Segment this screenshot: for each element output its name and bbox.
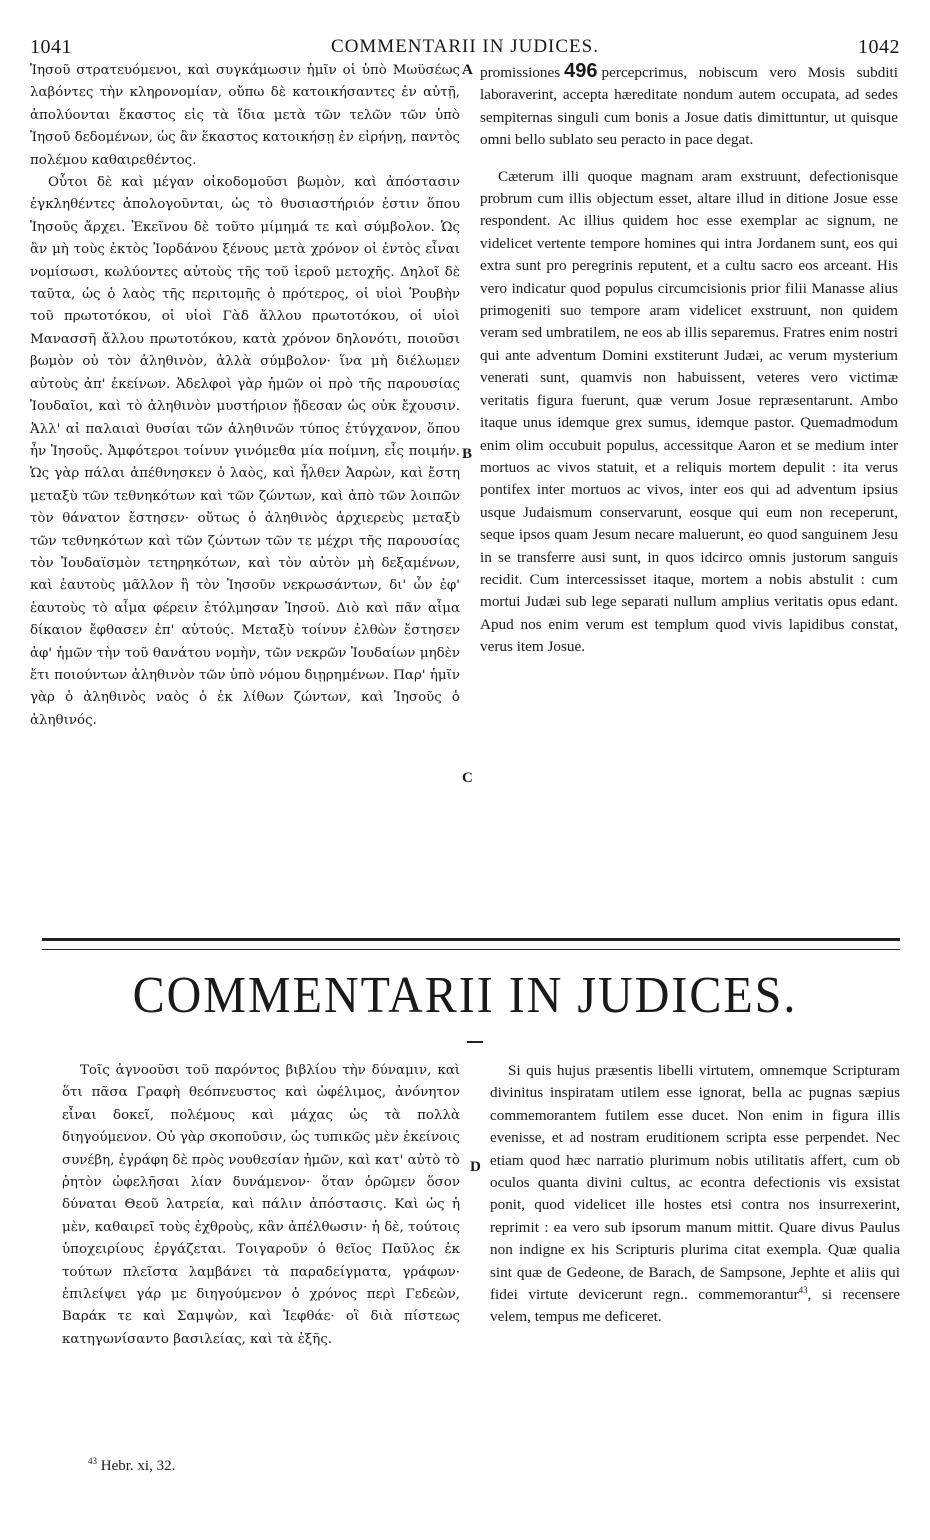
running-title: COMMENTARII IN JUDICES. xyxy=(331,36,599,57)
latin-text: Si quis hujus præsentis libelli virtutem, omnemque Scripturam divinitus inspiratam utilem esse ignorat, bella ac pugnas sæpius commemorantem futilem esse ducet. Non enim in figura illis evenisse, et ad nostram eruditionem scripta esse perpendet. Nec etiam quod hæc narratio plurimum nobis utilitatis affert, cum ob oculos quanta divini cultus, ac econtra defectionis vis exsistat ponit, quod videlicet ille hostes etsi contra nos insurrexerint, reprimit : ea vero sub ipsorum manum mittit. Quare divus Paulus non indigne ex his Scripturis plurima citat exempla. Quæ qualia sint quæ de Gedeone, de Barach, de Sampsone, Jephte et aliis qui fidei virtute devicerunt regn.. commemorantur xyxy=(490,1062,900,1304)
greek-column-top xyxy=(30,60,460,732)
footnote-number: 43 xyxy=(88,1456,97,1466)
greek-paragraph: Τοῖς ἀγνοοῦσι τοῦ παρόντος βιβλίου τὴν δύναμιν, καὶ ὅτι πᾶσα Γραφὴ θεόπνευστος καὶ ὠφέλιμος, ἀνόνητον εἶναι δοκεῖ, πολέμους καὶ μάχας ὡς τὰ πολλὰ διηγούμενον. Οὐ γὰρ σκοποῦσιν, ὡς τυπικῶς μὲν ἐκείνοις συνέβη, ἐγράφη δὲ πρὸς νουθεσίαν ἡμῶν, καὶ κατ' αὐτὸ τὸ ῥητὸν ὠφελῆσαι λίαν δυνάμενον· ὅταν ὁρῶμεν ὅσον δύναται Θεοῦ λατρεία, καὶ πάλιν ἀπόστασις. Καὶ ὡς ἡ μὲν, καθαιρεῖ τοὺς ἐχθροὺς, κἂν ἀπέλθωσιν· ἡ δὲ, τούτοις ὑποχειρίους ἐργάζεται. Τοιγαροῦν ὁ θεῖος Παῦλος ἐκ τούτων πλεῖστα λαμβάνει τὰ παραδείγματα, γράφων· ἐπιλείψει γάρ με διηγούμενον ὁ χρόνος περὶ Γεδεὼν, Βαράκ τε καὶ Σαμψὼν, καὶ Ἰεφθάε· οἳ διὰ πίστεως κατηγωνίσαντο βασιλείας, καὶ τὰ ἑξῆς. xyxy=(62,1063,460,1347)
latin-text: , si recensere velem, tempus me deficeret. xyxy=(490,1286,900,1326)
title-rule xyxy=(467,1041,483,1043)
folio-number: 496 xyxy=(564,60,598,82)
latin-paragraph xyxy=(490,1060,900,1329)
latin-column-bottom xyxy=(490,1060,900,1329)
footnote-text: Hebr. xi, 32. xyxy=(97,1458,176,1474)
section-divider xyxy=(42,938,900,950)
margin-marker-c: C xyxy=(462,770,473,786)
margin-marker-d: D xyxy=(470,1159,481,1175)
latin-paragraph xyxy=(480,60,898,152)
margin-marker-a: A xyxy=(462,62,473,78)
latin-text: percepcrimus, nobiscum vero Mosis subditi laboraverint, accepta hæreditate nondum autem occupata, ad sedes sempiternas singuli cum bonis a Josue datis dimittuntur, ut quisque omni bello sublato seu peracto in pace degat. xyxy=(480,64,898,149)
greek-paragraph: Ἰησοῦ στρατευόμενοι, καὶ συγκάμωσιν ἡμῖν οἱ ὑπὸ Μωϋσέως λαβόντες τὴν κληρονομίαν, οὔπω δὲ κατοικήσαντες ἐν αὐτῇ, ἀπολύονται ἕκαστος εἰς τὰ ἴδια μετὰ τῶν τελῶν τῶν ὑπὸ Ἰησοῦ δεδομένων, ὡς ἂν ἕκαστος κατοικήσῃ ἐν εἰρήνῃ, παντὸς πολέμου καθαιρεθέντος. xyxy=(30,63,460,168)
latin-text: promissiones xyxy=(480,64,561,81)
margin-marker-b: B xyxy=(462,446,473,462)
latin-column-top xyxy=(480,60,898,659)
greek-column-bottom xyxy=(62,1060,460,1351)
section-title: COMMENTARII IN JUDICES. xyxy=(132,966,798,1025)
running-head xyxy=(30,36,900,62)
right-column-number: 1042 xyxy=(858,36,900,58)
greek-paragraph: Οὗτοι δὲ καὶ μέγαν οἰκοδομοῦσι βωμὸν, καὶ ἀπόστασιν ἐγκληθέντες ἀπολογοῦνται, ὡς τὸ θυσιαστήριόν ἐστιν ὅπου Ἰησοῦς ἄρχει. Ἐκεῖνου δὲ τοῦτο μίμημά τε καὶ σύμβολον. Ὡς ἂν μὴ τοὺς ἐκτὸς Ἰορδάνου ξένους μετὰ χρόνον οἱ ἐντὸς εἶναι νομίσωσι, κωλύοντες αὐτοὺς τῆς τοῦ ἱεροῦ μετοχῆς. Δηλοῖ δὲ ταῦτα, ὡς ὁ λαὸς τῆς περιτομῆς ὁ πρότερος, οἱ υἱοὶ Ῥουβὴν τοῦ πρωτοτόκου, οἱ υἱοὶ Γὰδ ἄλλου πρωτοτόκου, οἱ υἱοὶ Μανασσῆ ἄλλου πρωτοτόκου, κατὰ χρόνον δηλονότι, ποιοῦσι βωμὸν οὐ τὸν ἀληθινὸν, ἀλλὰ σύμβολον· ἵνα μὴ διέλωμεν αὐτοὺς ἀπ' ἐκείνων. Ἀδελφοὶ γὰρ ἡμῶν οἱ πρὸ τῆς παρουσίας Ἰουδαῖοι, καὶ τὸ ἀληθινὸν μυστήριον ᾔδεσαν ὡς οὐκ ἔχουσιν. Ἀλλ' αἱ παλαιαὶ θυσίαι τῶν ἀληθινῶν τύπος ἐτύγχανον, ὅπου ἦν Ἰησοῦς. Ἀμφότεροι τοίνυν γινόμεθα μία ποίμνη, εἷς ποιμήν. Ὡς γὰρ πάλαι ἀπέθνησκεν ὁ λαὸς, καὶ ἦλθεν Ἀαρὼν, καὶ ἔστη μεταξὺ τῶν τεθνηκότων καὶ τῶν ζώντων, καὶ ἀπὸ τῶν λοιπῶν τὸν θάνατον ἔστησεν· οὕτως ὁ ἀληθινὸς ἀρχιερεὺς μεταξὺ τῶν τεθνηκότων καὶ τῶν ζώντων τῶν τε μέχρι τῆς παρουσίας τὸν Ἰουδαϊσμὸν τετηρηκότων, καὶ τὸν αὐτὸν μὴ δεξαμένων, καὶ ἑαυτοὺς μᾶλλον ἢ τὸν Ἰησοῦν νεκρωσάντων, δι' ὧν ἐφ' ἑαυτοὺς τὸ αἷμα φέρειν ἐτόλμησαν Ἰησοῦ. Διὸ καὶ πᾶν αἷμα δίκαιον ἔφθασεν ἐπ' αὐτούς. Μεταξὺ τοίνυν ἐλθὼν ἔστησεν ἀφ' ἡμῶν τὴν τοῦ θανάτου νομὴν, τῶν νεκρῶν Ἰουδαίων μηδὲν ἔτι ποιούντων ἀληθινὸν τῶν ὑπὸ νόμου διῃρημένων. Παρ' ἡμῖν γὰρ ὁ ἀληθινὸς ναὸς ὁ ἐκ λίθων ζώντων, καὶ Ἰησοῦς ὁ ἀληθινός. xyxy=(30,175,460,728)
latin-paragraph: Cæterum illi quoque magnam aram exstruunt, defectionisque probrum cum illis objectum esset, altare illud in ditione Josue esse respondent. Ac illius quidem hoc esse exemplar ac signum, ne videlicet vertente tempore homines qui intra Jordanem sunt, eos qui extra sunt pro peregrinis reputent, et a cultu sacro eos arceant. His vero indicatur quod populus circumcisionis prior filii Manasse alius primogeniti suo tempore aram videlicet exstruunt, non quidem veram sed umbratilem, ne eos ab illis separemus. Fratres enim nostri qui ante adventum Domini exstiterunt Judæi, ac verum mysterium venerati sunt, quamvis non habuissent, veteres vero victimæ veritatis figura fuerunt, quæ verum Josue repræsentarunt. Ambo itaque unus idemque grex sumus, idemque pastor. Quemadmodum enim olim occubuit populus, accessitque Aaron et se medium inter mortuos ac vivos statuit, et a reliquis mortem depulit : ita verus pontifex inter mortuos ac vivos, inter eos qui ad adventum ipsius usque Judaismum conservarunt, eosque qui eum non receperunt, seque ipsos quam Jesum necare maluerunt, eo quod sanguinem Jesu in se transferre ausi sunt, in quos idcirco omnis justorum sanguis recidit. Cum intercessisset itaque, mortem a nobis abstulit : cum mortui Judæi sub lege separati nullum amplius veritatis opus edant. Apud nos enim verum est templum quod vivis lapidibus constat, verus item Josue. xyxy=(480,167,898,656)
footnote xyxy=(88,1458,175,1475)
left-column-number: 1041 xyxy=(30,36,72,58)
footnote-reference: 43 xyxy=(798,1285,808,1295)
